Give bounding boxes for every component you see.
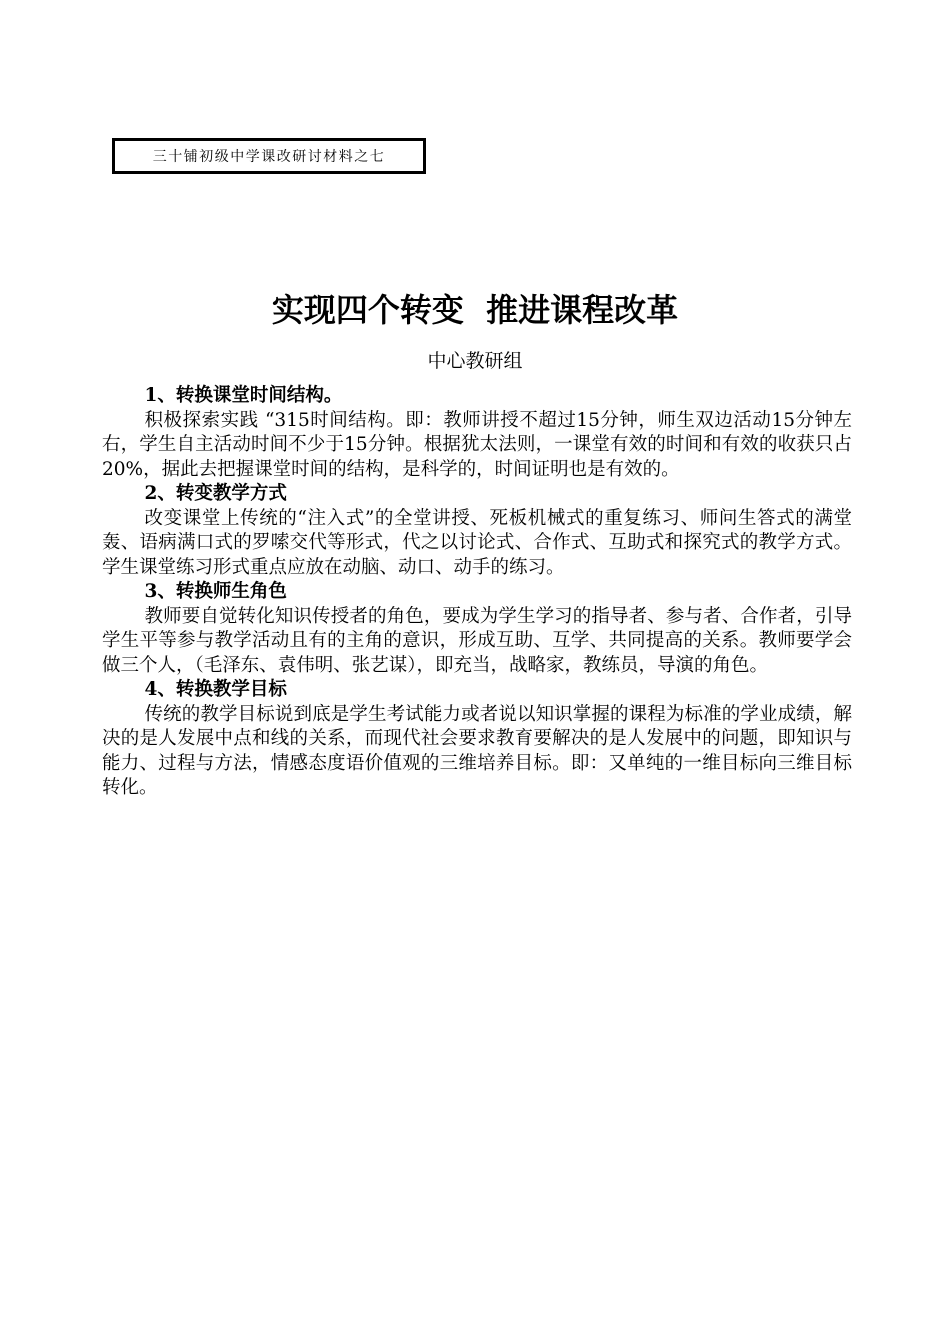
section-paragraph: 改变课堂上传统的“注入式”的全堂讲授、死板机械式的重复练习、师问生答式的满堂轰、语病满口式的罗嗦交代等形式，代之以讨论式、合作式、互助式和探究式的教学方式。学生课堂练习形式重点应放在动脑、动口、动手的练习。	[102, 507, 852, 578]
section-4	[102, 678, 852, 801]
section-paragraph: 教师要自觉转化知识传授者的角色，要成为学生学习的指导者、参与者、合作者，引导学生平等参与教学活动且有的主角的意识，形成互助、互学、共同提高的关系。教师要学会做三个人，（毛泽东、袁伟明、张艺谋），即充当，战略家，教练员，导演的角色。	[102, 605, 852, 676]
header-box-label: 三十铺初级中学课改研讨材料之七	[112, 138, 426, 174]
section-1	[102, 384, 852, 482]
document-title: 实现四个转变 推进课程改革	[271, 291, 679, 329]
section-heading: 2、转变教学方式	[144, 483, 287, 504]
section-paragraph: 积极探索实践 “315时间结构。即：教师讲授不超过15分钟，师生双边活动15分钟左右，学生自主活动时间不少于15分钟。根据犹太法则，一课堂有效的时间和有效的收获只占20%，据此去把握课堂时间的结构，是科学的，时间证明也是有效的。	[102, 409, 852, 480]
section-paragraph: 传统的教学目标说到底是学生考试能力或者说以知识掌握的课程为标准的学业成绩，解决的是人发展中点和线的关系，而现代社会要求教育要解决的是人发展中的问题，即知识与能力、过程与方法，情感态度语价值观的三维培养目标。即：又单纯的一维目标向三维目标转化。	[102, 703, 852, 798]
section-heading: 3、转换师生角色	[144, 581, 287, 602]
document-author: 中心教研组	[427, 350, 523, 372]
section-3	[102, 580, 852, 678]
document-body	[102, 384, 852, 801]
section-heading: 4、转换教学目标	[144, 679, 287, 700]
section-heading: 1、转换课堂时间结构。	[144, 385, 343, 406]
section-2	[102, 482, 852, 580]
